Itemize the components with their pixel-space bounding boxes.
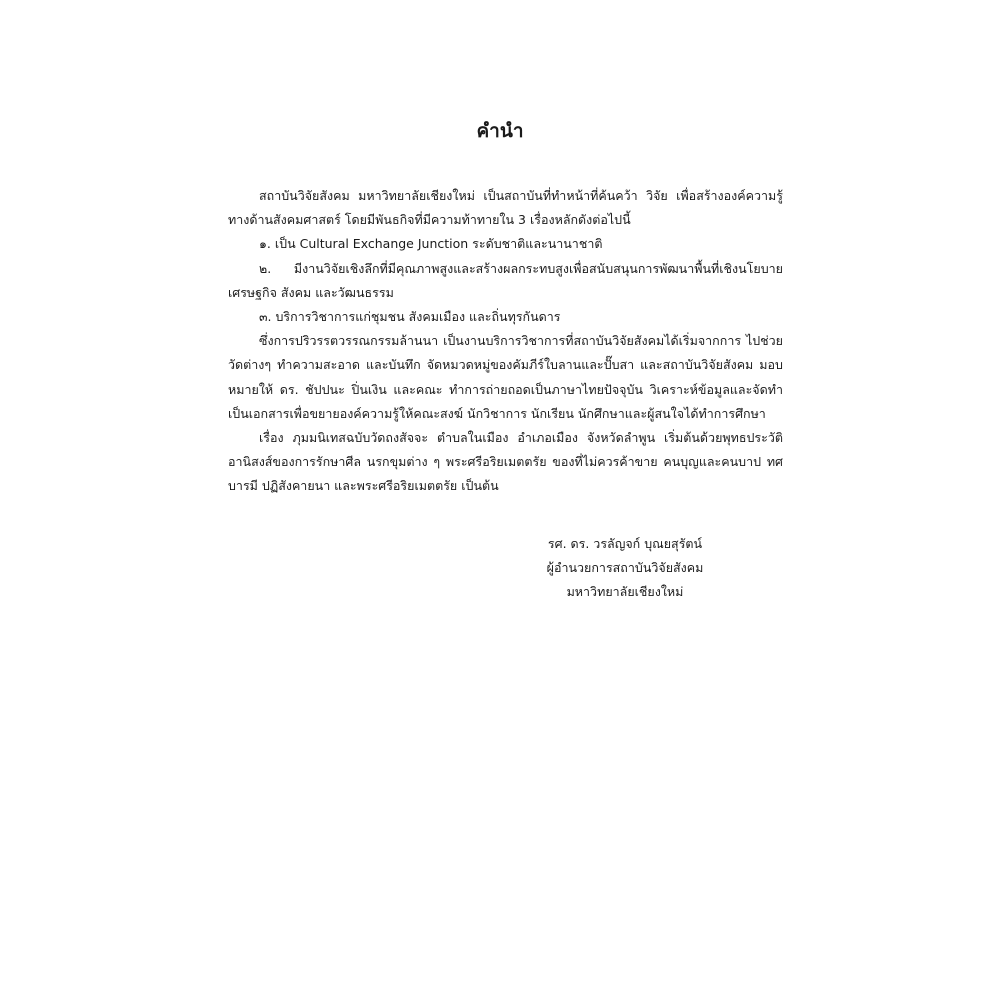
mission-item-3: ๓. บริการวิชาการแก่ชุมชน สังคมเมือง และถิ่นทุรกันดาร	[259, 309, 561, 325]
paragraph-intro: สถาบันวิจัยสังคม มหาวิทยาลัยเชียงใหม่ เป็นสถาบันที่ทำหน้าที่ค้นคว้า วิจัย เพื่อสร้างองค์ความรู้ทางด้านสังคมศาสตร์ โดยมีพันธกิจที่มีความท้าทายใน 3 เรื่องหลักดังต่อไปนี้	[228, 188, 783, 228]
preface-body	[228, 184, 783, 499]
mission-item-2: ๒. มีงานวิจัยเชิงลึกที่มีคุณภาพสูงและสร้างผลกระทบสูงเพื่อสนับสนุนการพัฒนาพื้นที่เชิงนโยบาย เศรษฐกิจ สังคม และวัฒนธรรม	[228, 260, 783, 300]
signature-block	[510, 532, 740, 604]
signatory-position: ผู้อำนวยการสถาบันวิจัยสังคม	[546, 560, 704, 575]
paragraph-subject: เรื่อง ภุมมนิเทสฉบับวัดถงสัจจะ ตำบลในเมือง อำเภอเมือง จังหวัดลำพูน เริ่มต้นด้วยพุทธประวัติ อานิสงส์ของการรักษาศีล นรกขุมต่าง ๆ พระศรีอริยเมตตรัย ของที่ไม่ควรค้าขาย คนบุญและคนบาป ทศบารมี ปฏิสังคายนา และพระศรีอริยเมตตรัย เป็นต้น	[228, 430, 783, 494]
signatory-organization: มหาวิทยาลัยเชียงใหม่	[566, 584, 684, 599]
paragraph-transliteration: ซึ่งการปริวรรตวรรณกรรมล้านนา เป็นงานบริการวิชาการที่สถาบันวิจัยสังคมได้เริ่มจากการ ไปช่วยวัดต่างๆ ทำความสะอาด และบันทึก จัดหมวดหมู่ของคัมภีร์ใบลานและปั๊บสา และสถาบันวิจัยสังคม มอบหมายให้ ดร. ชัปปนะ ปิ่นเงิน และคณะ ทำการถ่ายถอดเป็นภาษาไทยปัจจุบัน วิเคราะห์ข้อมูลและจัดทำเป็นเอกสารเพื่อขยายองค์ความรู้ให้คณะสงฆ์ นักวิชาการ นักเรียน นักศึกษาและผู้สนใจได้ทำการศึกษา	[228, 333, 783, 421]
page-title: คำนำ	[476, 120, 524, 142]
mission-item-1: ๑. เป็น Cultural Exchange Junction ระดับชาติและนานาชาติ	[259, 236, 603, 252]
signatory-name: รศ. ดร. วรลัญจก์ บุณยสุรัตน์	[547, 536, 703, 551]
